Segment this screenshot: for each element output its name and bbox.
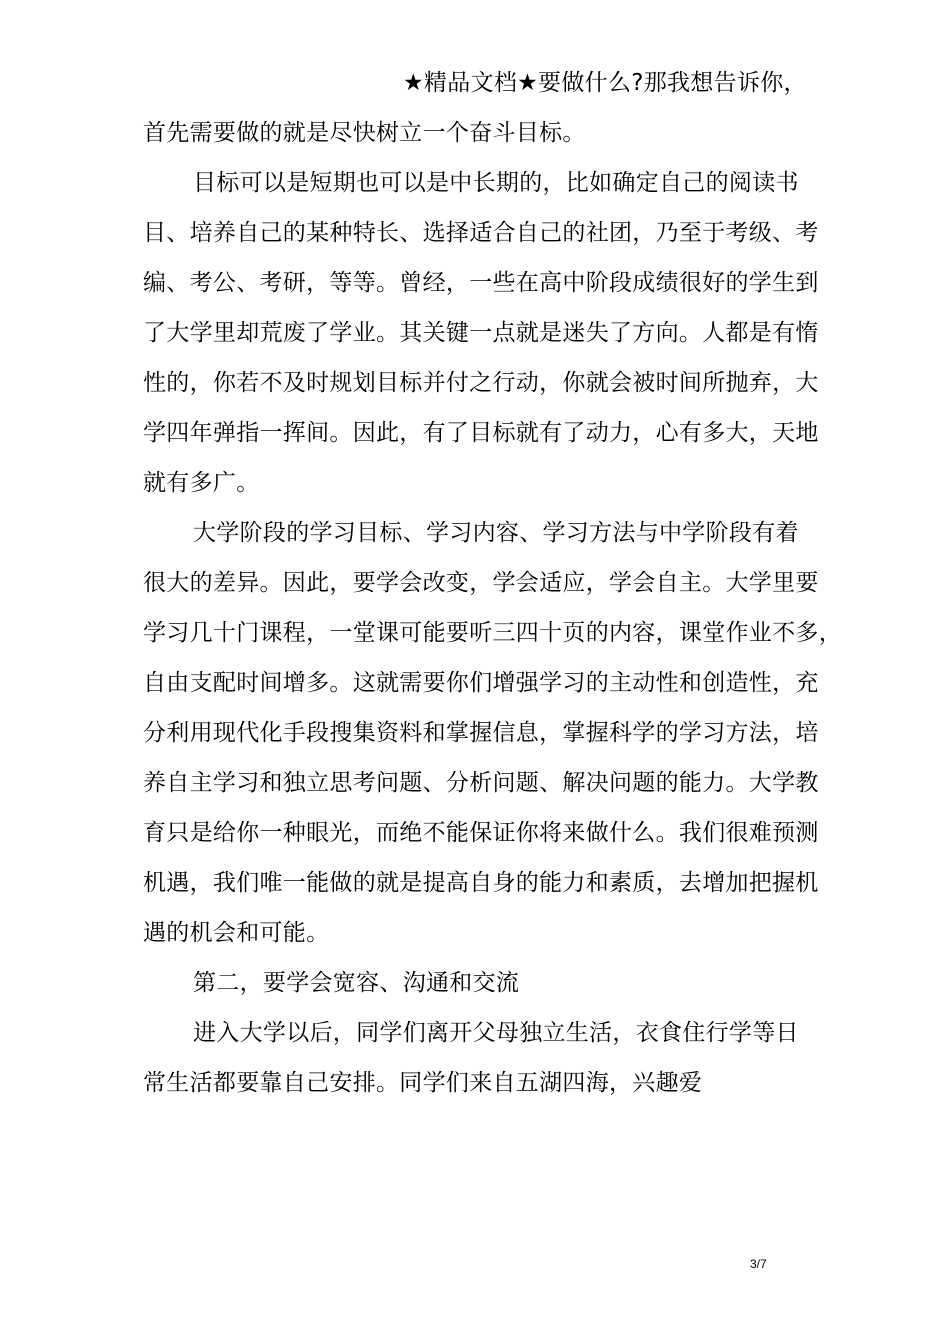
text-line: 育只是给你一种眼光，而绝不能保证你将来做什么。我们很难预测 — [143, 820, 819, 846]
text-line: 编、考公、考研，等等。曾经，一些在高中阶段成绩很好的学生到 — [143, 270, 819, 296]
text-line: 目、培养自己的某种特长、选择适合自己的社团，乃至于考级、考 — [143, 220, 819, 246]
text-line: 分利用现代化手段搜集资料和掌握信息，掌握科学的学习方法，培 — [143, 720, 819, 746]
text-line: 性的，你若不及时规划目标并付之行动，你就会被时间所抛弃，大 — [143, 370, 819, 396]
text-line: 很大的差异。因此，要学会改变，学会适应，学会自主。大学里要 — [143, 570, 819, 596]
page-number: 3/7 — [750, 1257, 767, 1271]
text-line: 遇的机会和可能。 — [143, 920, 330, 946]
text-line: 学四年弹指一挥间。因此，有了目标就有了动力，心有多大，天地 — [143, 420, 819, 446]
section-heading: 第二，要学会宽容、沟通和交流 — [193, 970, 520, 996]
text-line: 常生活都要靠自己安排。同学们来自五湖四海，兴趣爱 — [143, 1070, 703, 1096]
text-line: 了大学里却荒废了学业。其关键一点就是迷失了方向。人都是有惰 — [143, 320, 819, 346]
paragraph-first-line: 大学阶段的学习目标、学习内容、学习方法与中学阶段有着 — [193, 520, 799, 546]
text-line: 自由支配时间增多。这就需要你们增强学习的主动性和创造性，充 — [143, 670, 819, 696]
paragraph-first-line: 目标可以是短期也可以是中长期的，比如确定自己的阅读书 — [193, 170, 799, 196]
text-line: 就有多广。 — [143, 470, 260, 496]
text-line: 养自主学习和独立思考问题、分析问题、解决问题的能力。大学教 — [143, 770, 819, 796]
header-line: ★精品文档★要做什么?那我想告诉你， — [403, 70, 807, 96]
text-line: 学习几十门课程，一堂课可能要听三四十页的内容，课堂作业不多， — [143, 620, 842, 646]
text-line: 首先需要做的就是尽快树立一个奋斗目标。 — [143, 120, 586, 146]
paragraph-first-line: 进入大学以后，同学们离开父母独立生活，衣食住行学等日 — [193, 1020, 799, 1046]
text-line: 机遇，我们唯一能做的就是提高自身的能力和素质，去增加把握机 — [143, 870, 819, 896]
